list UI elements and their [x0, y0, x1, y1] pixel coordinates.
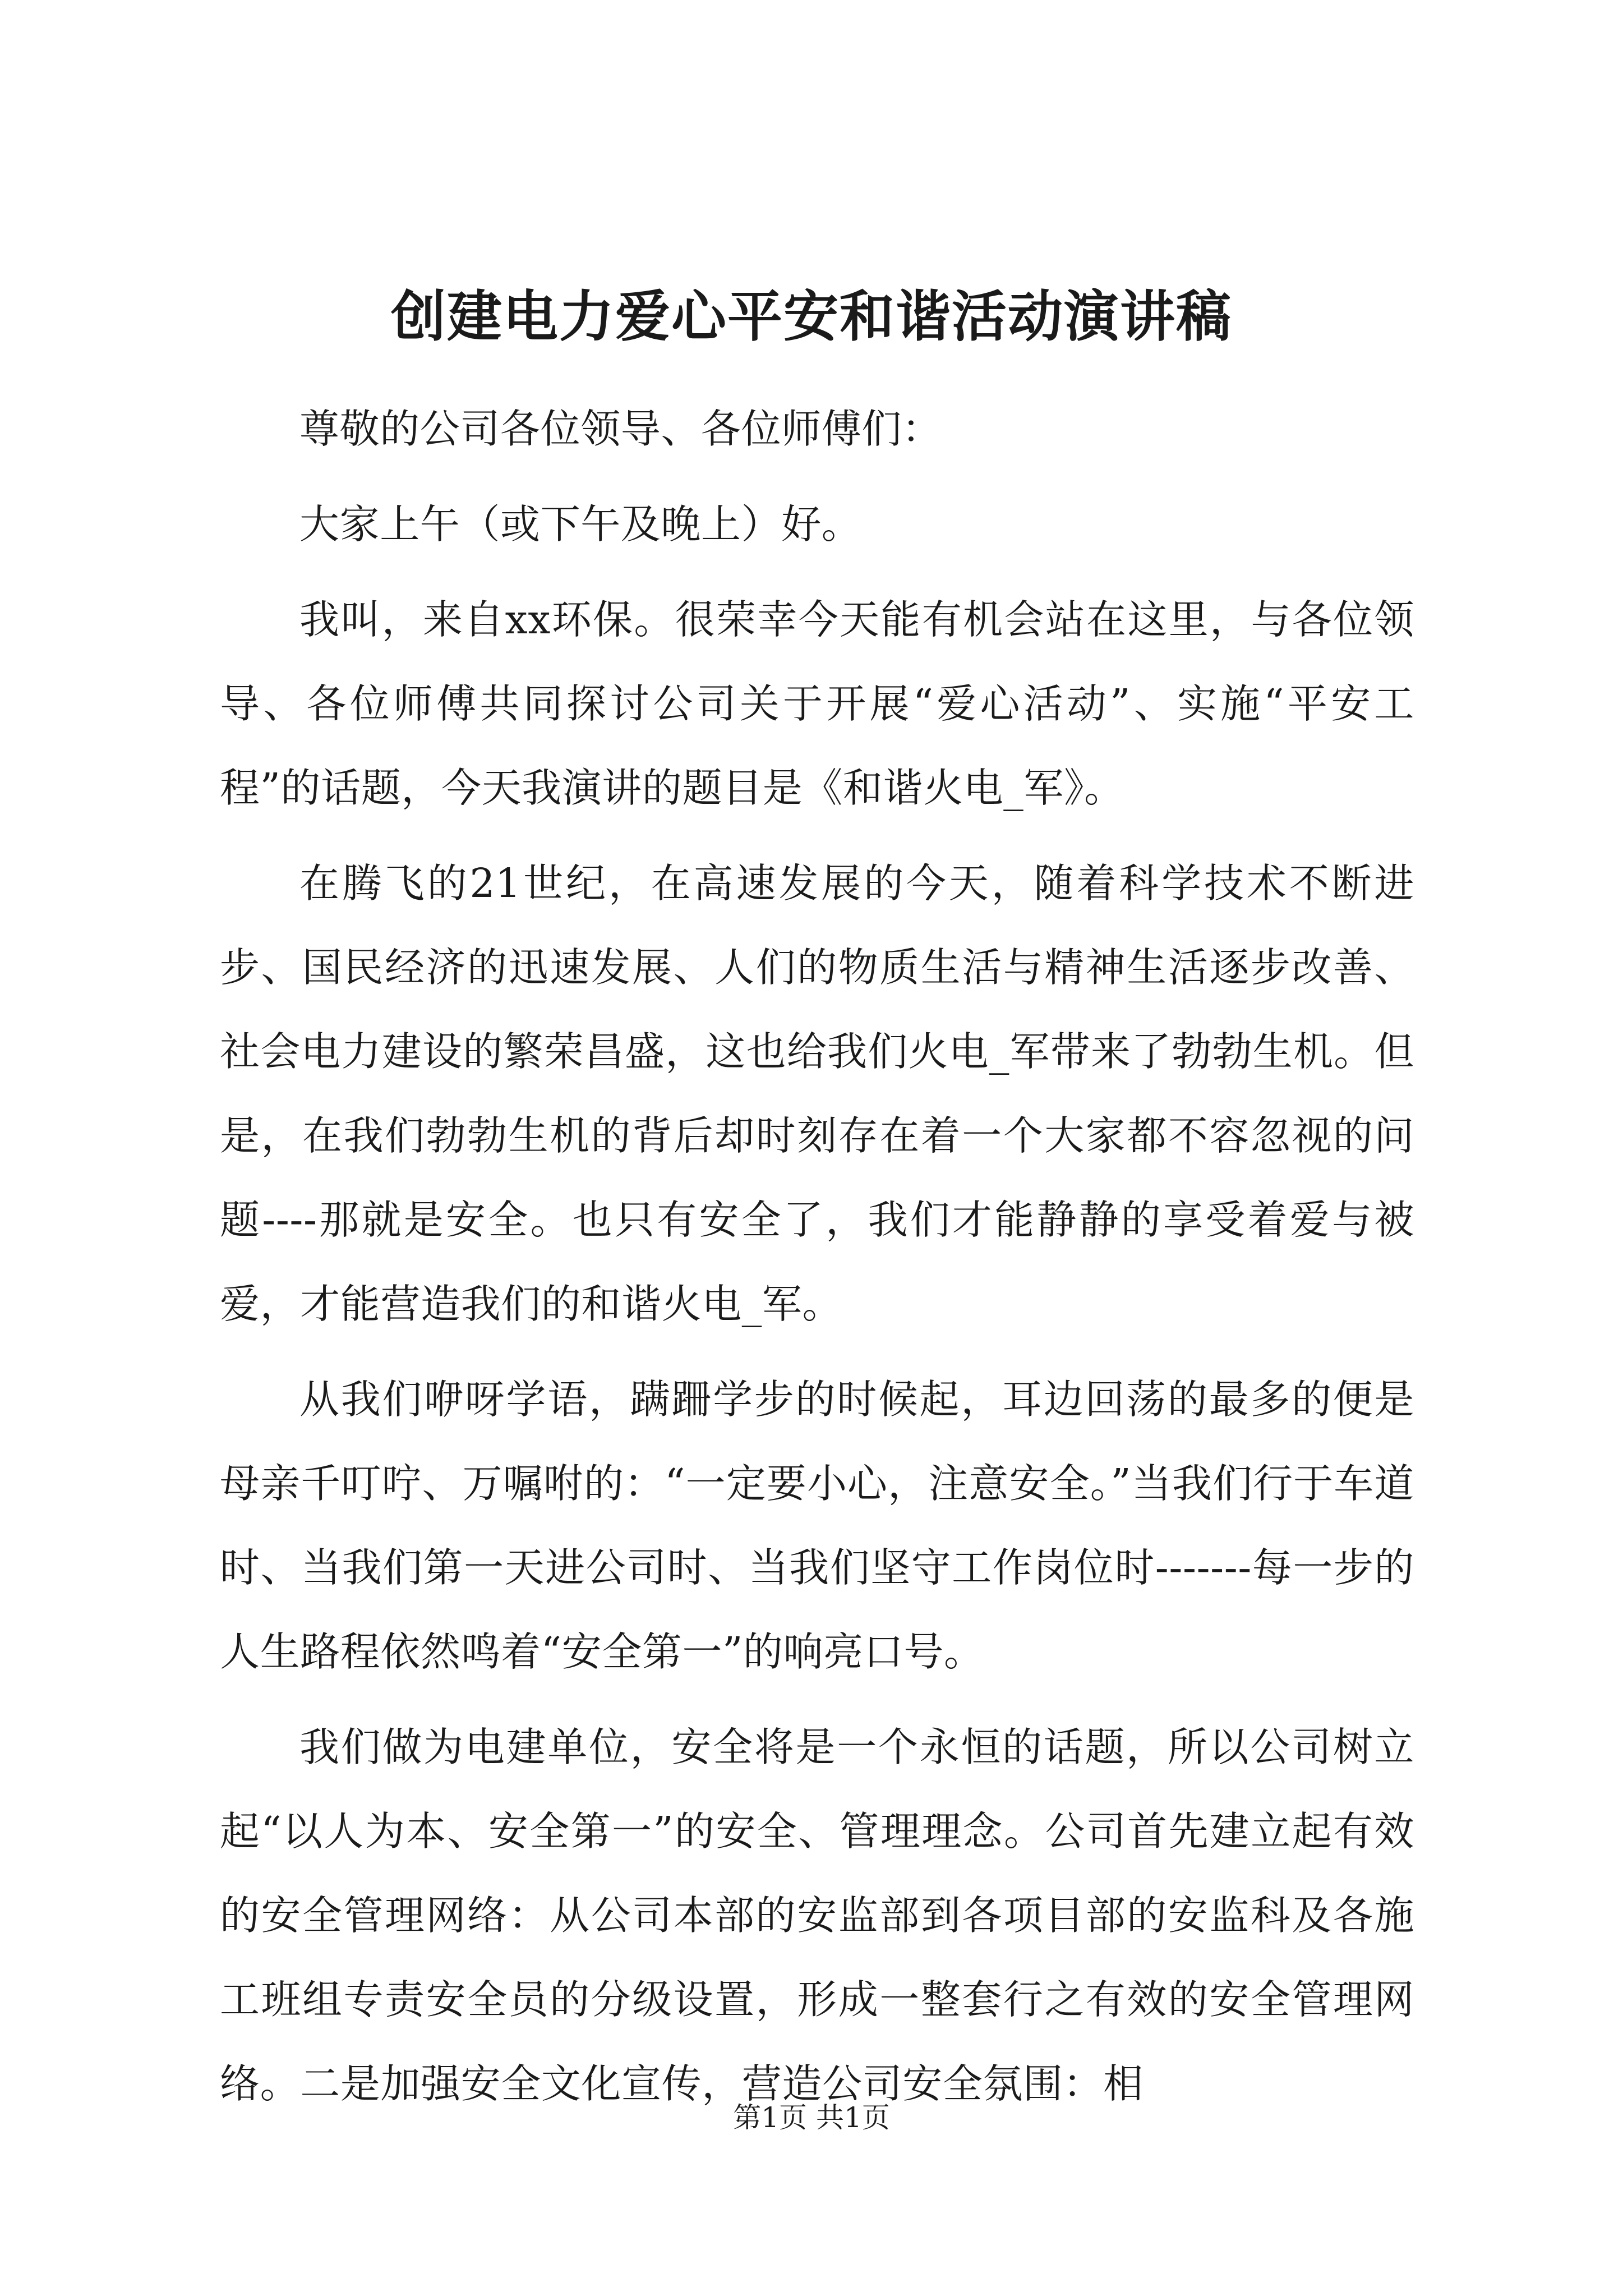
page-footer: 第1页 共1页: [733, 2101, 890, 2134]
document-body: [220, 387, 1414, 2137]
paragraph-background: 在腾飞的21世纪，在高速发展的今天，随着科学技术不断进步、国民经济的迅速发展、人们的物质生活与精神生活逐步改善、社会电力建设的繁荣昌盛，这也给我们火电_军带来了勃勃生机。但是，在我们勃勃生机的背后却时刻存在着一个大家都不容忽视的问题----那就是安全。也只有安全了，我们才能静静的享受着爱与被爱，才能营造我们的和谐火电_军。: [220, 860, 1414, 1327]
paragraph-greeting: 大家上午（或下午及晚上）好。: [299, 501, 862, 547]
paragraph-management: 我们做为电建单位，安全将是一个永恒的话题，所以公司树立起“以人为本、安全第一”的安全、管理理念。公司首先建立起有效的安全管理网络：从公司本部的安监部到各项目部的安监科及各施工班组专责安全员的分级设置，形成一整套行之有效的安全管理网络。二是加强安全文化宣传，营造公司安全氛围：相: [220, 1724, 1414, 2107]
paragraph-salutation: 尊敬的公司各位领导、各位师傅们：: [299, 406, 942, 452]
paragraph-introduction: 我叫，来自xx环保。很荣幸今天能有机会站在这里，与各位领导、各位师傅共同探讨公司关于开展“爱心活动”、实施“平安工程”的话题，今天我演讲的题目是《和谐火电_军》。: [220, 596, 1414, 811]
paragraph-childhood: 从我们咿呀学语，蹒跚学步的时候起，耳边回荡的最多的便是母亲千叮咛、万嘱咐的：“一定要小心，注意安全。”当我们行于车道时、当我们第一天进公司时、当我们坚守工作岗位时-------每一步的人生路程依然鸣着“安全第一”的响亮口号。: [220, 1376, 1414, 1675]
document-title: 创建电力爱心平安和谐活动演讲稿: [390, 284, 1232, 349]
